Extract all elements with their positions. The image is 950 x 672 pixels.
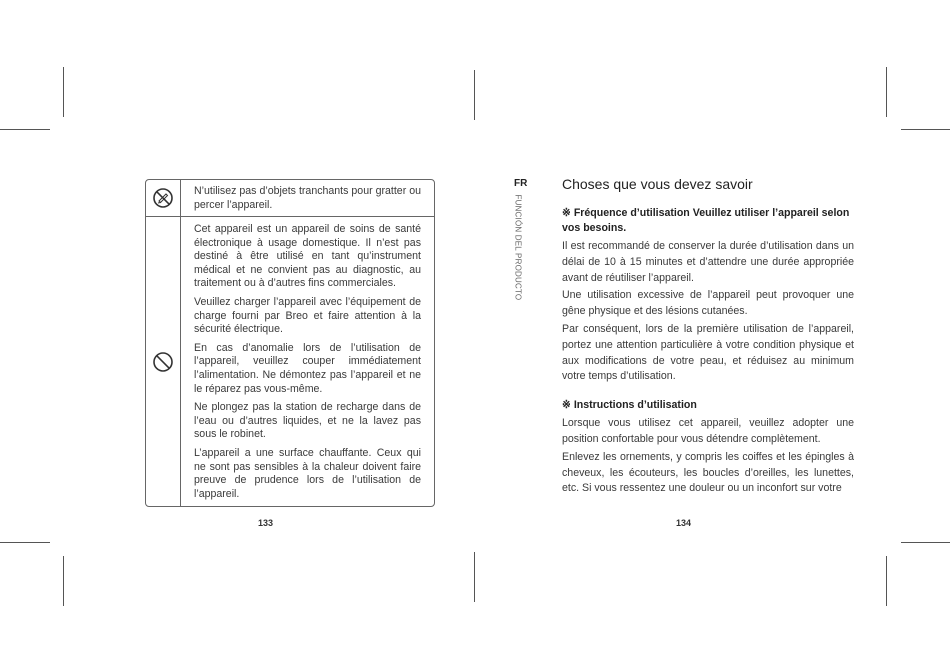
section-paragraph: Il est recommandé de conserver la durée d’utilisation dans un délai de 10 à 15 minutes et d’attendre une durée appropriée avant de réutiliser l’appareil. [562,240,854,284]
section-paragraph: Enlevez les ornements, y compris les coiffes et les épingles à cheveux, les écouteurs, les boucles d’oreilles, les lunettes, etc. Si vous ressentez une douleur ou un inconfort sur votre [562,450,854,495]
crop-mark [63,67,64,117]
section-heading: ※ Fréquence d’utilisation Veuillez utiliser l’appareil selon vos besoins. [562,207,850,234]
crop-mark [901,129,950,130]
warning-cell-1 [194,185,421,217]
section-paragraph: Par conséquent, lors de la première utilisation de l’appareil, portez une attention particulière à votre condition physique et aux modifications de votre peau, et réduisez au minimum votre temps d’utilisation. [562,322,854,383]
section-heading: ※ Instructions d’utilisation [562,399,697,412]
page-number-left: 133 [258,518,274,528]
page-number-right: 134 [676,518,692,528]
warning-text: En cas d’anomalie lors de l’utilisation de l’appareil, veuillez couper immédiatement l’alimentation. Ne démontez pas l’appareil et ne le réparez pas vous-même. [194,341,421,395]
crop-mark [474,552,475,602]
prohibition-icon [152,351,174,373]
crop-mark [901,542,950,543]
warning-text: Ne plongez pas la station de recharge dans de l’eau ou d’autres liquides, et ne la lavez pas sous le robinet. [194,401,421,441]
page-title: Choses que vous devez savoir [562,176,753,192]
crop-mark [0,129,50,130]
section-paragraph: Une utilisation excessive de l’appareil peut provoquer une gêne physique et des lésions cutanées. [562,289,854,318]
icon-column [146,180,181,506]
section-side-label: FUNCIÓN DEL PRODUCTO [513,194,523,301]
warning-cell-2 [194,223,421,506]
warnings-table [145,179,435,507]
language-tag: FR [514,178,528,189]
warning-text: N’utilisez pas d’objets tranchants pour gratter ou percer l’appareil. [194,185,421,211]
warning-text: Cet appareil est un appareil de soins de santé électronique à usage domestique. Il n’est pas destiné à être utilisé en tant qu’instrument médical et ne convient pas au diagnostic, au traitement ou à d’autres fins commerciales. [194,223,421,290]
no-sharp-objects-icon [152,187,174,209]
warning-text: L’appareil a une surface chauffante. Ceux qui ne sont pas sensibles à la chaleur doivent faire preuve de prudence lors de l’utilisation de l’appareil. [194,446,421,500]
crop-mark [474,70,475,120]
right-page-content [562,176,854,499]
crop-mark [886,67,887,117]
section-paragraph: Lorsque vous utilisez cet appareil, veuillez adopter une position confortable pour vous détendre complètement. [562,417,854,445]
crop-mark [63,556,64,606]
warning-text: Veuillez charger l’appareil avec l’équipement de charge fourni par Breo et faire attention à la sécurité électrique. [194,295,421,336]
crop-mark [0,542,50,543]
crop-mark [886,556,887,606]
